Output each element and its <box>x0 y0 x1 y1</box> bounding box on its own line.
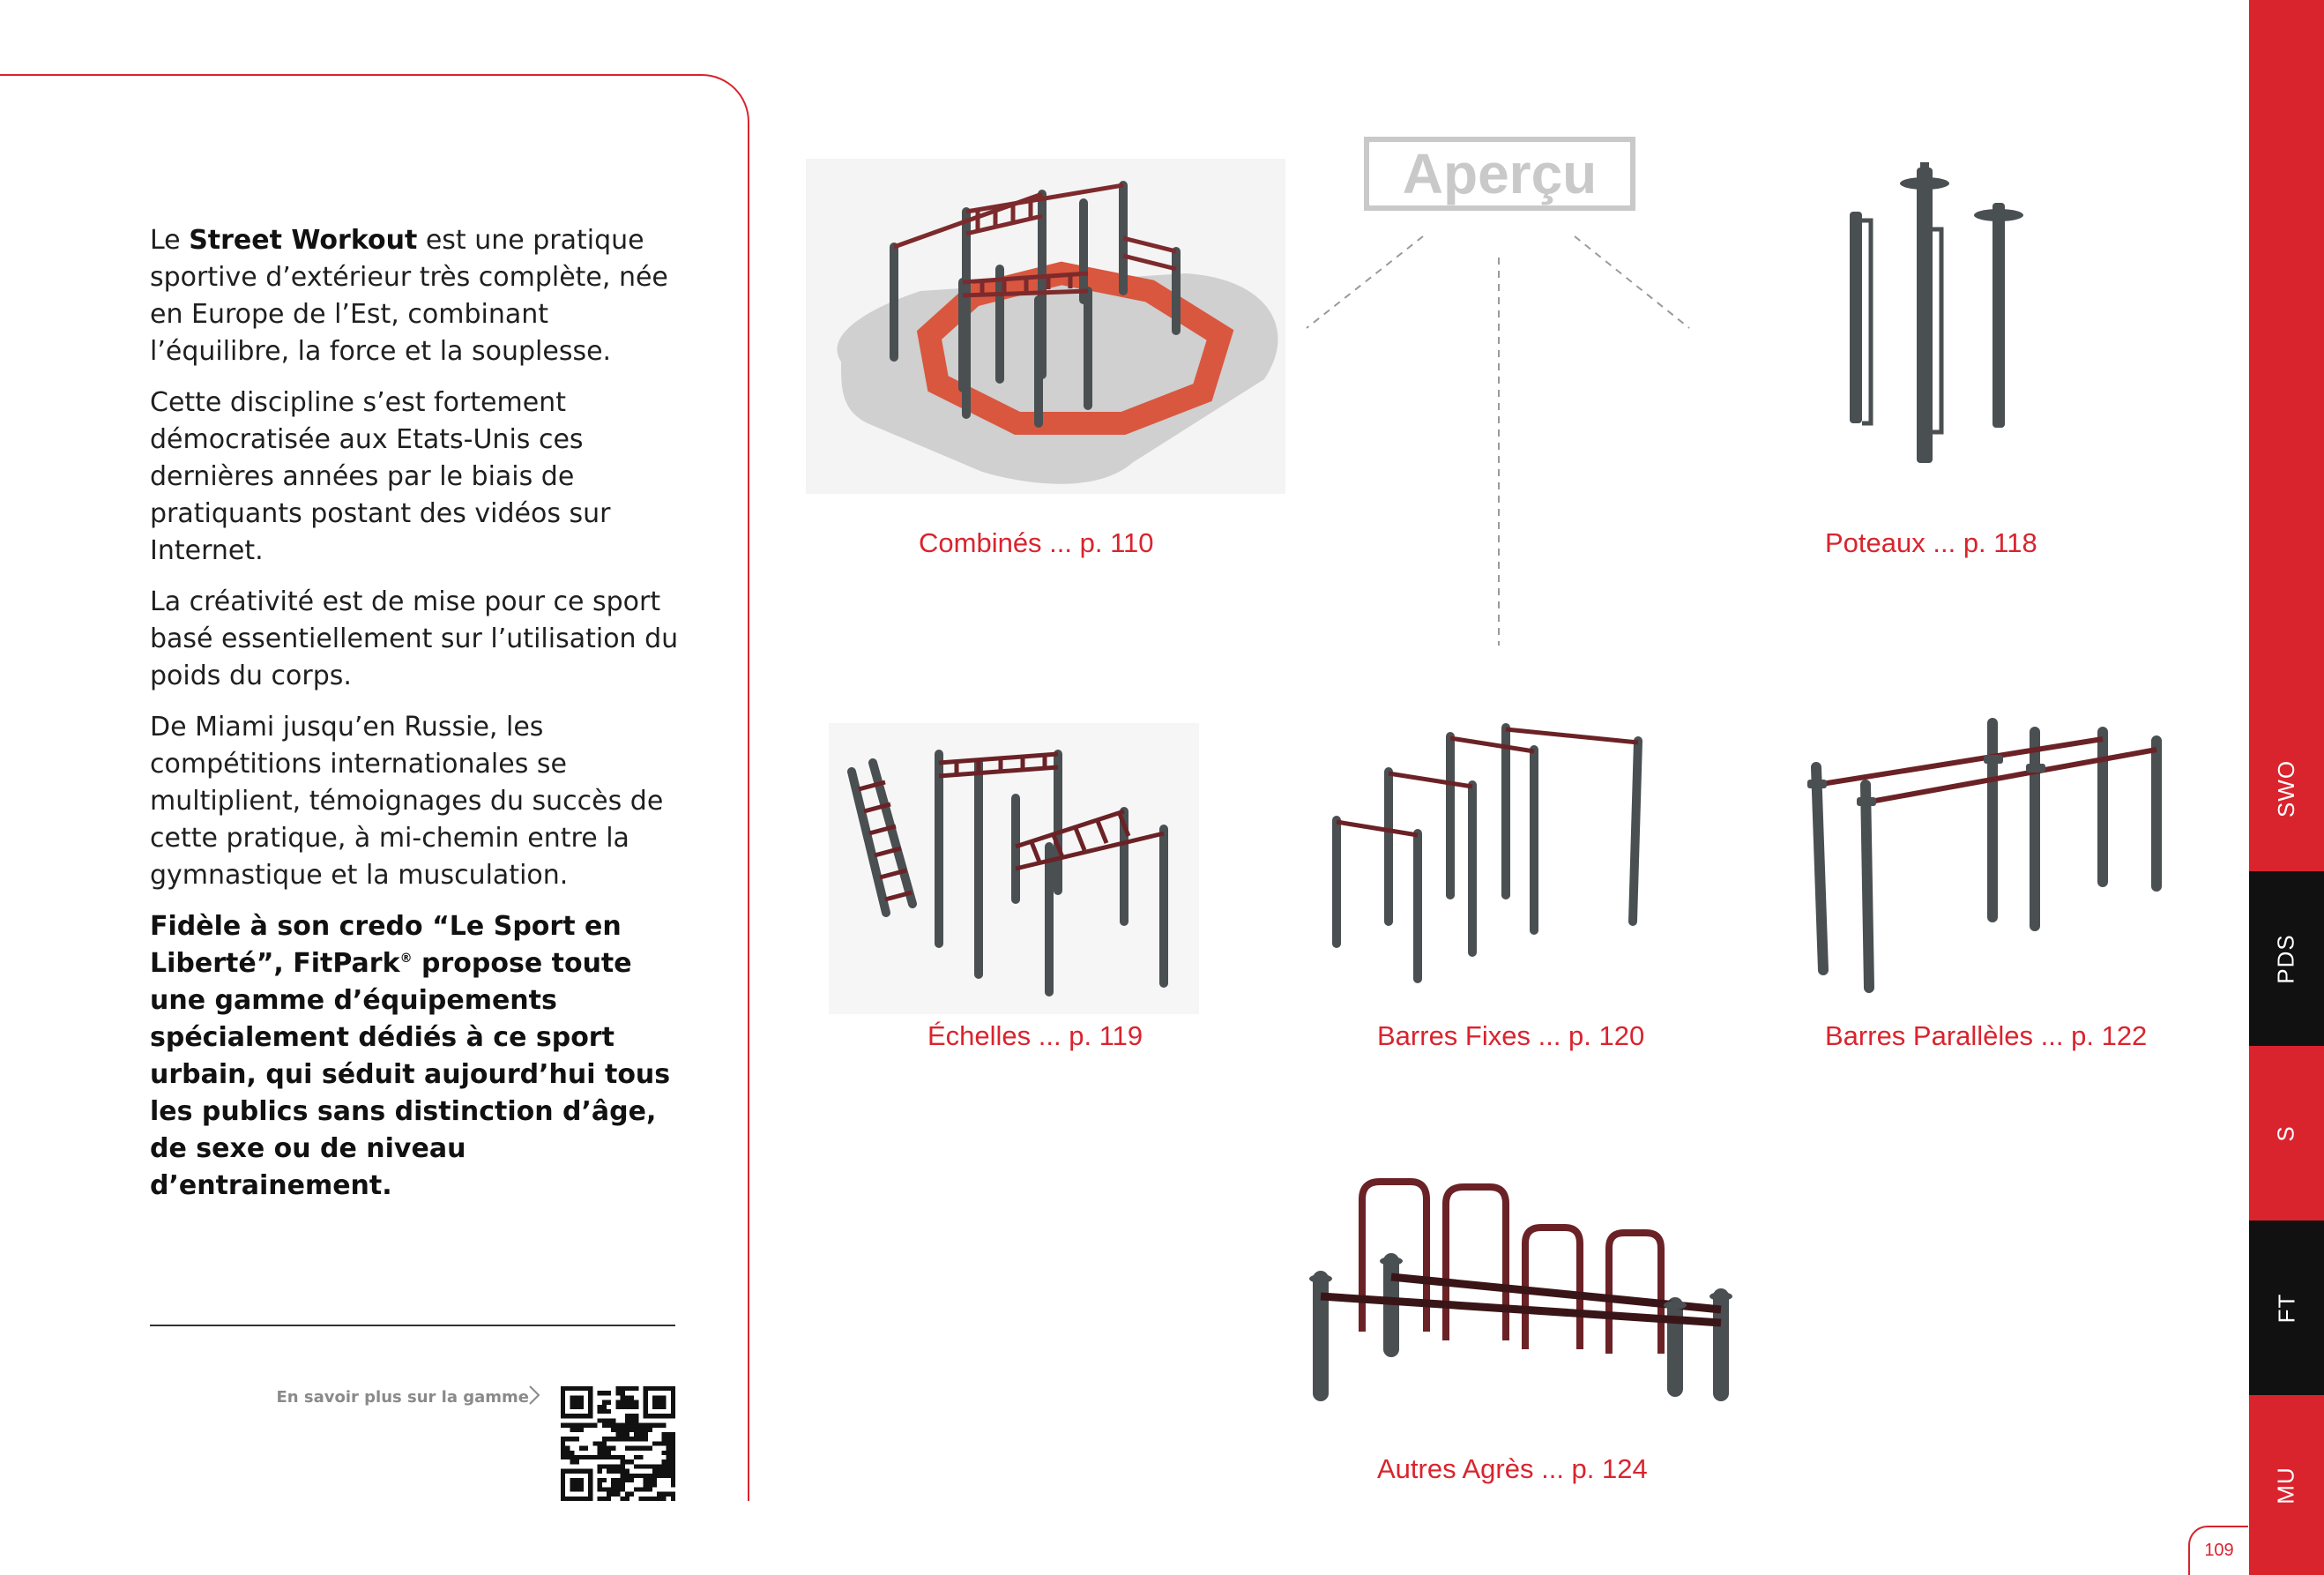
intro-p5-rest: propose toute une gamme d’équipements spécialement dédiés à ce sport urbain, qui séduit aujourd’hui tous les publics sans distinction d’âge, de sexe ou de niveau d’entrainement. <box>150 948 671 1201</box>
registered-mark: ® <box>399 952 413 966</box>
tab-ft[interactable] <box>2249 1220 2324 1395</box>
tab-pds[interactable] <box>2249 871 2324 1046</box>
echelles-caption[interactable]: Échelles ... p. 119 <box>927 1020 1143 1051</box>
page-number: 109 <box>2188 1526 2248 1575</box>
intro-paragraph-4: De Miami jusqu’en Russie, les compétitions internationales se multiplient, témoignages du succès de cette pratique, à mi-chemin entre la gymnastique et la musculation. <box>150 712 664 891</box>
tab-s[interactable] <box>2249 1046 2324 1220</box>
autres-agres-image <box>1278 1173 1737 1411</box>
intro-paragraph-3: La créativité est de mise pour ce sport basé essentiellement sur l’utilisation du poids du corps. <box>150 586 679 691</box>
tab-ft-label: FT <box>2272 1293 2299 1323</box>
echelles-image <box>829 723 1199 1014</box>
poteaux-caption[interactable]: Poteaux ... p. 118 <box>1825 527 2037 558</box>
tab-swo[interactable] <box>2249 0 2324 871</box>
barres-fixes-image <box>1314 714 1666 997</box>
barres-paralleles-image <box>1772 705 2178 997</box>
combines-image <box>806 159 1285 494</box>
tab-pds-label: PDS <box>2273 933 2299 984</box>
barres-fixes-caption[interactable]: Barres Fixes ... p. 120 <box>1377 1020 1645 1051</box>
section-tabs <box>2249 0 2324 1575</box>
tab-mu-label: MU <box>2273 1466 2299 1504</box>
combines-caption[interactable]: Combinés ... p. 110 <box>919 527 1154 558</box>
intro-paragraph-2: Cette discipline s’est fortement démocratisée aux Etats-Unis ces dernières années par le biais de pratiquants postant des vidéos sur Internet. <box>150 387 611 566</box>
preview-label: Aperçu <box>1402 142 1598 205</box>
intro-p1-rest: est une pratique sportive d’extérieur très complète, née en Europe de l’Est, combinant l’équilibre, la force et la souplesse. <box>150 225 668 367</box>
poteaux-image <box>1816 150 2098 485</box>
intro-p1-prefix: Le <box>150 225 190 256</box>
intro-p5-prefix: Fidèle à son credo “Le Sport en Liberté”, FitPark <box>150 911 622 979</box>
barres-paralleles-caption[interactable]: Barres Parallèles ... p. 122 <box>1825 1020 2148 1051</box>
tab-s-label: S <box>2273 1124 2299 1142</box>
tab-mu[interactable] <box>2249 1395 2324 1575</box>
more-about-range-link[interactable]: En savoir plus sur la gamme <box>276 1388 529 1407</box>
intro-p1-bold: Street Workout <box>189 225 418 256</box>
tab-swo-label: SWO <box>2272 759 2299 817</box>
autres-agres-caption[interactable]: Autres Agrès ... p. 124 <box>1377 1453 1648 1484</box>
